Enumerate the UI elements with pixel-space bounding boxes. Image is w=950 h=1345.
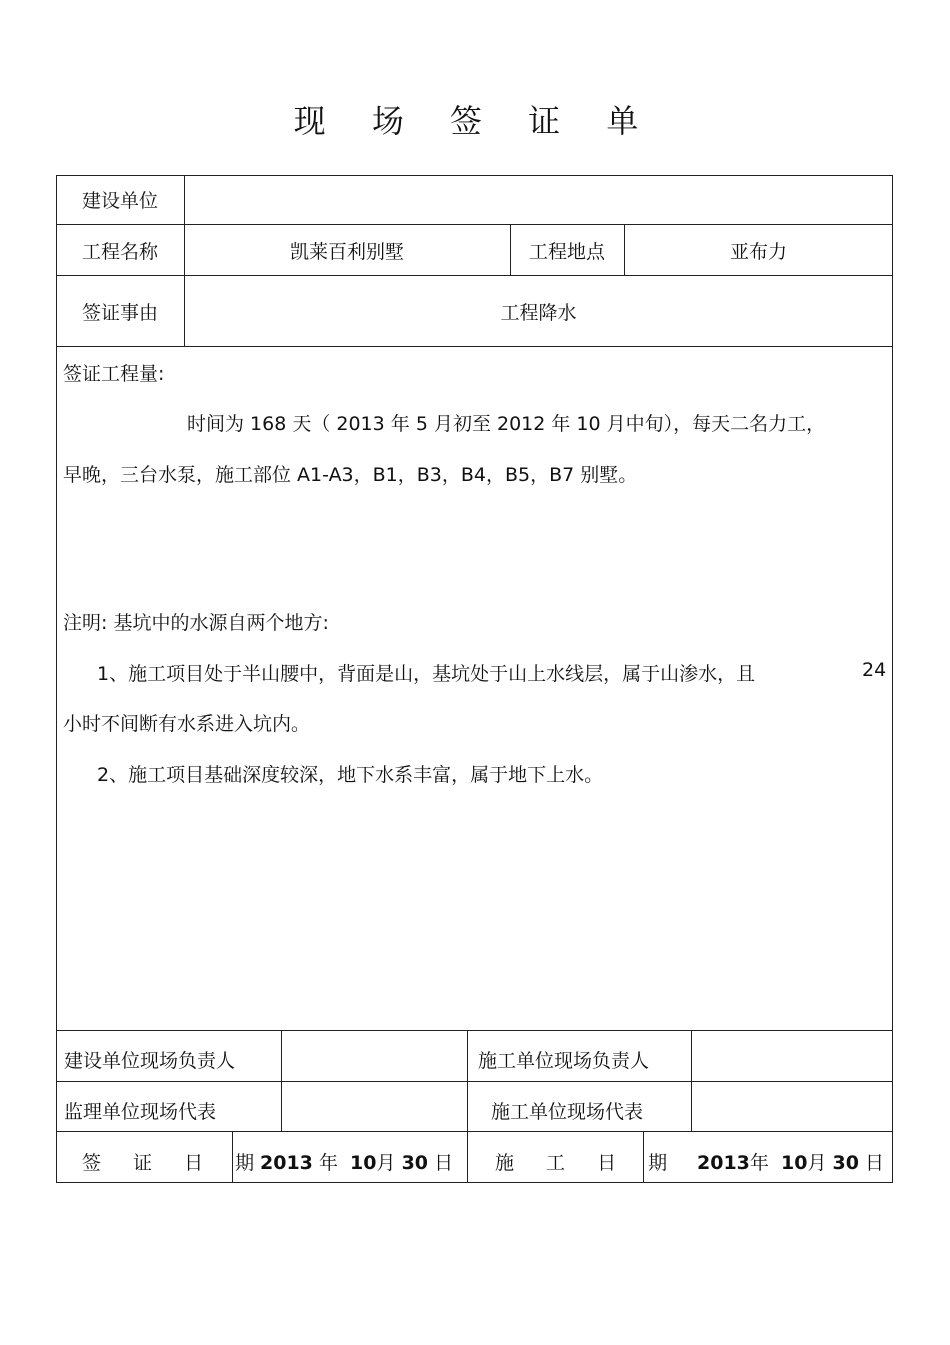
sign-date-month-unit: 月	[376, 1152, 396, 1174]
project-name-value[interactable]: 凯莱百利别墅	[289, 241, 404, 263]
note-1-number: 24	[862, 659, 887, 681]
page-title: 现 场 签 证 单	[293, 102, 657, 140]
sign-date-month: 10	[350, 1152, 377, 1174]
reason-label: 签证事由	[81, 302, 158, 324]
owner-rep-label: 建设单位现场负责人	[64, 1050, 236, 1072]
supervisor-signature[interactable]	[282, 1082, 467, 1131]
sign-date-year: 2013	[260, 1152, 313, 1174]
sign-date-label: 签 证 日 期	[82, 1152, 268, 1174]
row-divider	[56, 1131, 893, 1132]
work-date-day: 30	[832, 1152, 859, 1174]
work-date-day-unit: 日	[865, 1152, 885, 1174]
work-date-month: 10	[781, 1152, 808, 1174]
sign-date-year-unit: 年	[318, 1152, 338, 1174]
site-value[interactable]: 亚布力	[729, 241, 787, 263]
project-name-label: 工程名称	[81, 241, 158, 263]
owner-label: 建设单位	[81, 190, 158, 212]
contractor-rep-signature[interactable]	[692, 1031, 892, 1081]
sign-date-day-unit: 日	[434, 1152, 454, 1174]
reason-value[interactable]: 工程降水	[500, 302, 577, 324]
work-date-year: 2013	[697, 1152, 750, 1174]
sign-date-day: 30	[401, 1152, 429, 1174]
note-label: 注明: 基坑中的水源自两个地方:	[63, 612, 329, 634]
row-divider	[56, 346, 893, 347]
note-1-line-1: 1、施工项目处于半山腰中，背面是山，基坑处于山上水线层，属于山渗水，且	[97, 663, 756, 685]
sign-date-value[interactable]	[260, 1148, 453, 1175]
owner-rep-signature[interactable]	[282, 1031, 467, 1081]
contractor-site-signature[interactable]	[692, 1082, 892, 1131]
quantity-label: 签证工程量:	[63, 363, 165, 385]
col-divider	[467, 1030, 468, 1183]
site-label: 工程地点	[528, 241, 605, 263]
work-date-label: 施 工 日 期	[495, 1152, 681, 1174]
contractor-site-label: 施工单位现场代表	[491, 1101, 644, 1123]
row-divider	[56, 275, 893, 276]
supervisor-label: 监理单位现场代表	[64, 1101, 217, 1123]
quantity-line-1: 时间为 168 天（ 2013 年 5 月初至 2012 年 10 月中旬），每天二名力工，	[187, 413, 826, 435]
work-date-value[interactable]	[697, 1148, 884, 1175]
note-1-line-2: 小时不间断有水系进入坑内。	[63, 713, 311, 735]
work-date-year-unit: 年	[749, 1152, 769, 1174]
contractor-rep-label: 施工单位现场负责人	[478, 1050, 650, 1072]
note-2: 2、施工项目基础深度较深，地下水系丰富，属于地下上水。	[97, 764, 604, 786]
row-divider	[56, 224, 893, 225]
work-date-month-unit: 月	[807, 1152, 827, 1174]
quantity-line-2: 早晚，三台水泵，施工部位 A1-A3，B1，B3，B4，B5，B7 别墅。	[63, 464, 638, 486]
